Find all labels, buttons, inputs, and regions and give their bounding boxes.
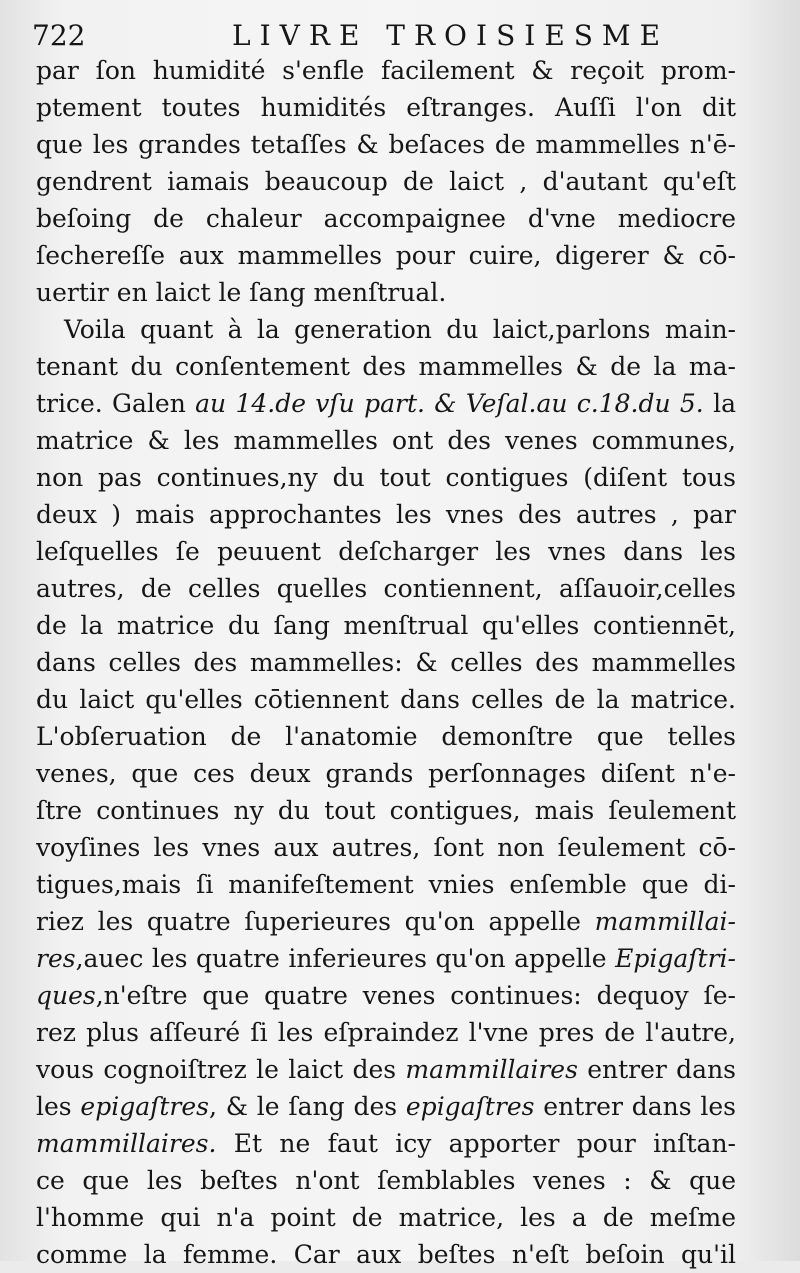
text-segment: de la matrice du ſang menſtrual qu'elles contiennēt, (36, 611, 736, 640)
text-segment: res (36, 944, 76, 973)
text-line (36, 977, 736, 1014)
text-line (36, 1051, 736, 1088)
text-segment: mammillaires (405, 1055, 578, 1084)
text-segment: ,auec les quatre inferieures qu'on appelle (75, 944, 616, 973)
text-line (36, 1199, 736, 1236)
text-segment: mammillai- (594, 907, 736, 936)
text-line (36, 829, 736, 866)
text-segment: dans celles des mammelles: & celles des mammelles (36, 648, 736, 677)
text-segment: du laict qu'elles cōtiennent dans celles de la matrice. (36, 685, 736, 714)
text-segment: par ſon humidité s'enfle facilement & reçoit prom- (36, 56, 736, 85)
text-line (36, 755, 736, 792)
text-line (36, 681, 736, 718)
text-line (36, 644, 736, 681)
text-line (36, 866, 736, 903)
text-segment: matrice & les mammelles ont des venes communes, (36, 426, 736, 455)
text-line (36, 89, 736, 126)
page-number: 722 (32, 19, 86, 52)
text-segment: mammillaires. (36, 1129, 217, 1158)
text-segment: rez plus aſſeuré ſi les eſpraindez l'vne pres de l'autre, (36, 1018, 736, 1047)
text-segment: que les grandes tetaſſes & beſaces de mammelles n'ē- (36, 130, 736, 159)
text-segment: beſoing de chaleur accompaignee d'vne mediocre (36, 204, 736, 233)
text-segment: Epigaſtri- (615, 944, 736, 973)
text-line (36, 1162, 736, 1199)
text-segment: non pas continues,ny du tout contigues (diſent tous (36, 463, 736, 492)
text-segment: L'obſeruation de l'anatomie demonſtre que telles (36, 722, 736, 751)
text-segment: deux ) mais approchantes les vnes des autres , par (36, 500, 736, 529)
text-line (36, 496, 736, 533)
text-segment: les (36, 1092, 81, 1121)
text-segment: leſquelles ſe peuuent deſcharger les vnes dans les (36, 537, 736, 566)
text-segment: l'homme qui n'a point de matrice, les a de meſme (36, 1203, 736, 1232)
text-segment: comme la femme. Car aux beſtes n'eſt beſoin qu'il (36, 1240, 736, 1269)
text-line (36, 52, 736, 89)
text-segment: , & le ſang des (209, 1092, 406, 1121)
text-line (36, 385, 736, 422)
text-line (36, 1088, 736, 1125)
text-line (36, 570, 736, 607)
text-segment: venes, que ces deux grands perſonnages diſent n'e- (36, 759, 736, 788)
text-line (36, 200, 736, 237)
text-segment: ce que les beſtes n'ont ſemblables venes : & que (36, 1166, 736, 1195)
text-segment: vous cognoiſtrez le laict des (36, 1055, 406, 1084)
text-line (36, 1236, 736, 1273)
text-segment: ſechereſſe aux mammelles pour cuire, digerer & cō- (36, 241, 736, 270)
text-line (36, 607, 736, 644)
text-segment: voyſines les vnes aux autres, ſont non ſeulement cō- (36, 833, 736, 862)
text-segment: tigues,mais ſi manifeſtement vnies enſemble que di- (36, 870, 736, 899)
text-line (36, 459, 736, 496)
text-line (36, 533, 736, 570)
page-header (32, 16, 772, 56)
text-line (36, 903, 736, 940)
text-segment: au 14.de vſu part. & Veſal.au c.18.du 5. (195, 389, 704, 418)
text-segment: epigaſtres (405, 1092, 535, 1121)
text-line (36, 348, 736, 385)
text-segment: Et ne faut icy apporter pour inſtan- (216, 1129, 736, 1158)
text-segment: epigaſtres (80, 1092, 209, 1121)
text-segment: tenant du conſentement des mammelles & de la ma- (36, 352, 736, 381)
text-line (36, 422, 736, 459)
text-segment: autres, de celles quelles contiennent, aſſauoir,celles (36, 574, 736, 603)
text-segment: ,n'eſtre que quatre venes continues: dequoy ſe- (95, 981, 736, 1010)
text-line (36, 126, 736, 163)
text-line (36, 718, 736, 755)
text-line (36, 1125, 736, 1162)
text-segment: entrer dans les (534, 1092, 736, 1121)
text-segment: ſtre continues ny du tout contigues, mais ſeulement (36, 796, 736, 825)
text-segment: ptement toutes humidités eſtranges. Auſſi l'on dit (36, 93, 736, 122)
text-segment: gendrent iamais beaucoup de laict , d'autant qu'eſt (36, 167, 736, 196)
text-segment: Voila quant à la generation du laict,parlons main- (64, 315, 736, 344)
running-head: LIVRE TROISIESME (232, 19, 670, 52)
text-line (36, 940, 736, 977)
text-segment: riez les quatre ſuperieures qu'on appelle (36, 907, 595, 936)
text-segment: la (703, 389, 736, 418)
text-segment: trice. Galen (36, 389, 196, 418)
text-line (36, 237, 736, 274)
text-line (36, 274, 736, 311)
text-segment: entrer dans (577, 1055, 736, 1084)
text-segment: uertir en laict le ſang menſtrual. (36, 278, 447, 307)
text-body (36, 52, 736, 1273)
text-line (36, 163, 736, 200)
text-line (36, 311, 736, 348)
text-segment: ques (36, 981, 96, 1010)
text-line (36, 792, 736, 829)
text-line (36, 1014, 736, 1051)
